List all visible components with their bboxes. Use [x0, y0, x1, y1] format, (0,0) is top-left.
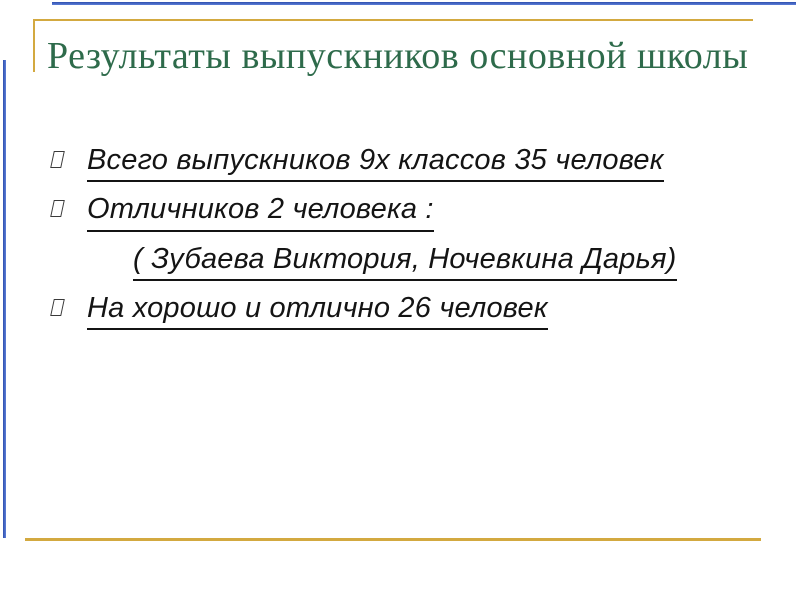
bullet-square-icon [50, 200, 65, 217]
bullet-list [50, 144, 770, 341]
bullet-item-text: Всего выпускников 9х классов 35 человек [87, 144, 664, 182]
left-accent-rule [3, 60, 6, 538]
list-item [50, 144, 770, 182]
list-item [50, 243, 770, 281]
bullet-square-icon [50, 299, 65, 316]
list-item [50, 292, 770, 330]
title-gold-bracket-horizontal [33, 19, 753, 21]
bullet-item-text: Отличников 2 человека : [87, 193, 434, 231]
title-gold-bracket-vertical [33, 19, 35, 72]
bullet-item-text: ( Зубаева Виктория, Ночевкина Дарья) [133, 243, 677, 281]
bottom-accent-rule [25, 538, 761, 541]
bullet-square-icon [50, 151, 65, 168]
top-accent-rule [52, 2, 796, 5]
slide-title: Результаты выпускников основной школы [47, 35, 749, 77]
list-item [50, 193, 770, 231]
bullet-item-text: На хорошо и отлично 26 человек [87, 292, 548, 330]
